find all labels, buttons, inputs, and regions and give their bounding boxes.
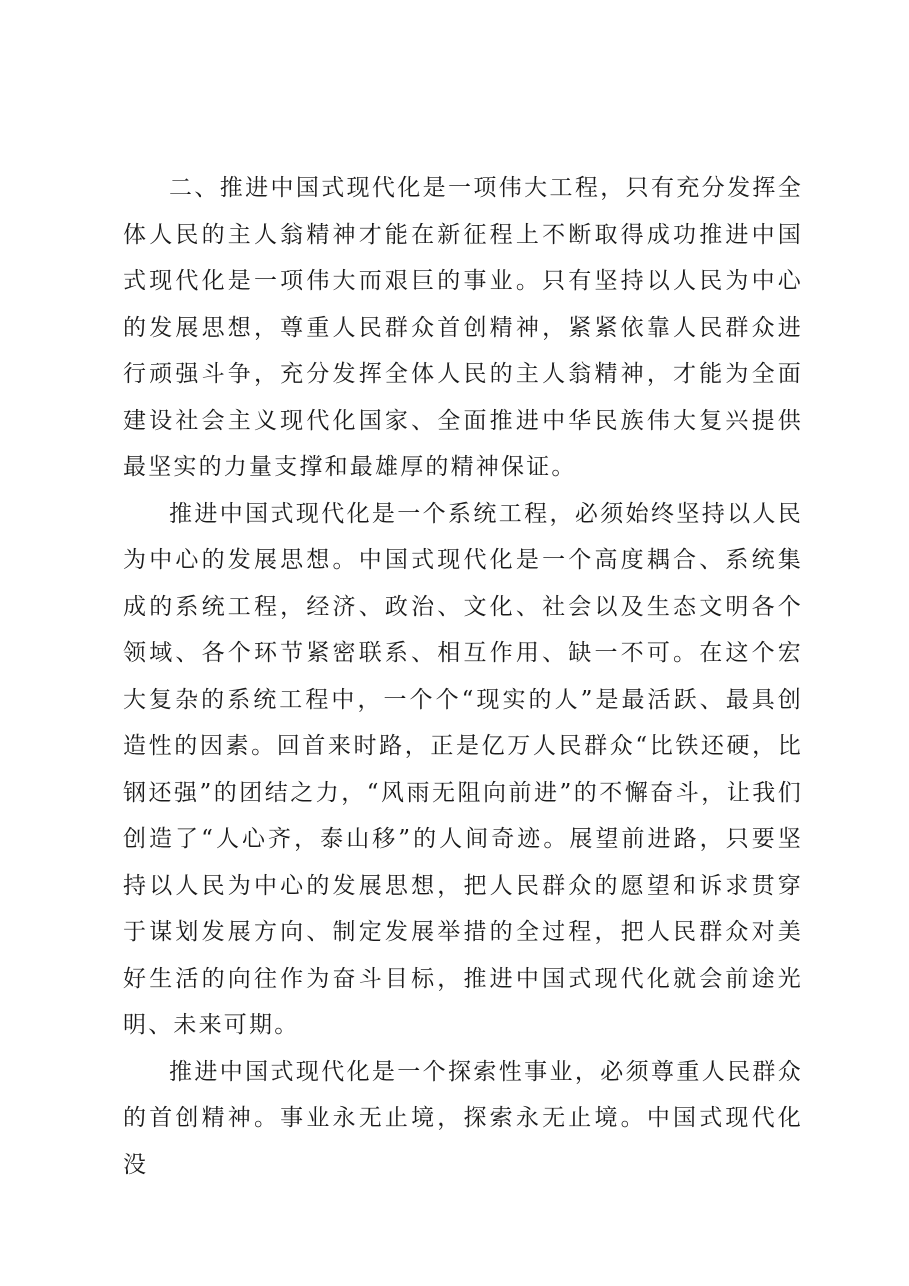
paragraph-2: 推进中国式现代化是一个系统工程，必须始终坚持以人民为中心的发展思想。中国式现代化是一个高度耦合、系统集成的系统工程，经济、政治、文化、社会以及生态文明各个领域、各个环节紧密联系、相互作用、缺一不可。在这个宏大复杂的系统工程中，一个个“现实的人”是最活跃、最具创造性的因素。回首来时路，正是亿万人民群众“比铁还硬，比钢还强”的团结之力，“风雨无阻向前进”的不懈奋斗，让我们创造了“人心齐，泰山移”的人间奇迹。展望前进路，只要坚持以人民为中心的发展思想，把人民群众的愿望和诉求贯穿于谋划发展方向、制定发展举措的全过程，把人民群众对美好生活的向往作为奋斗目标，推进中国式现代化就会前途光明、未来可期。 <box>123 500 803 1038</box>
paragraph-1: 二、推进中国式现代化是一项伟大工程，只有充分发挥全体人民的主人翁精神才能在新征程上不断取得成功推进中国式现代化是一项伟大而艰巨的事业。只有坚持以人民为中心的发展思想，尊重人民群众首创精神，紧紧依靠人民群众进行顽强斗争，充分发挥全体人民的主人翁精神，才能为全面建设社会主义现代化国家、全面推进中华民族伟大复兴提供最坚实的力量支撑和最雄厚的精神保证。 <box>123 175 803 480</box>
document-body <box>123 165 803 1188</box>
paragraph-3: 推进中国式现代化是一个探索性事业，必须尊重人民群众的首创精神。事业永无止境，探索永无止境。中国式现代化没 <box>123 1058 803 1178</box>
